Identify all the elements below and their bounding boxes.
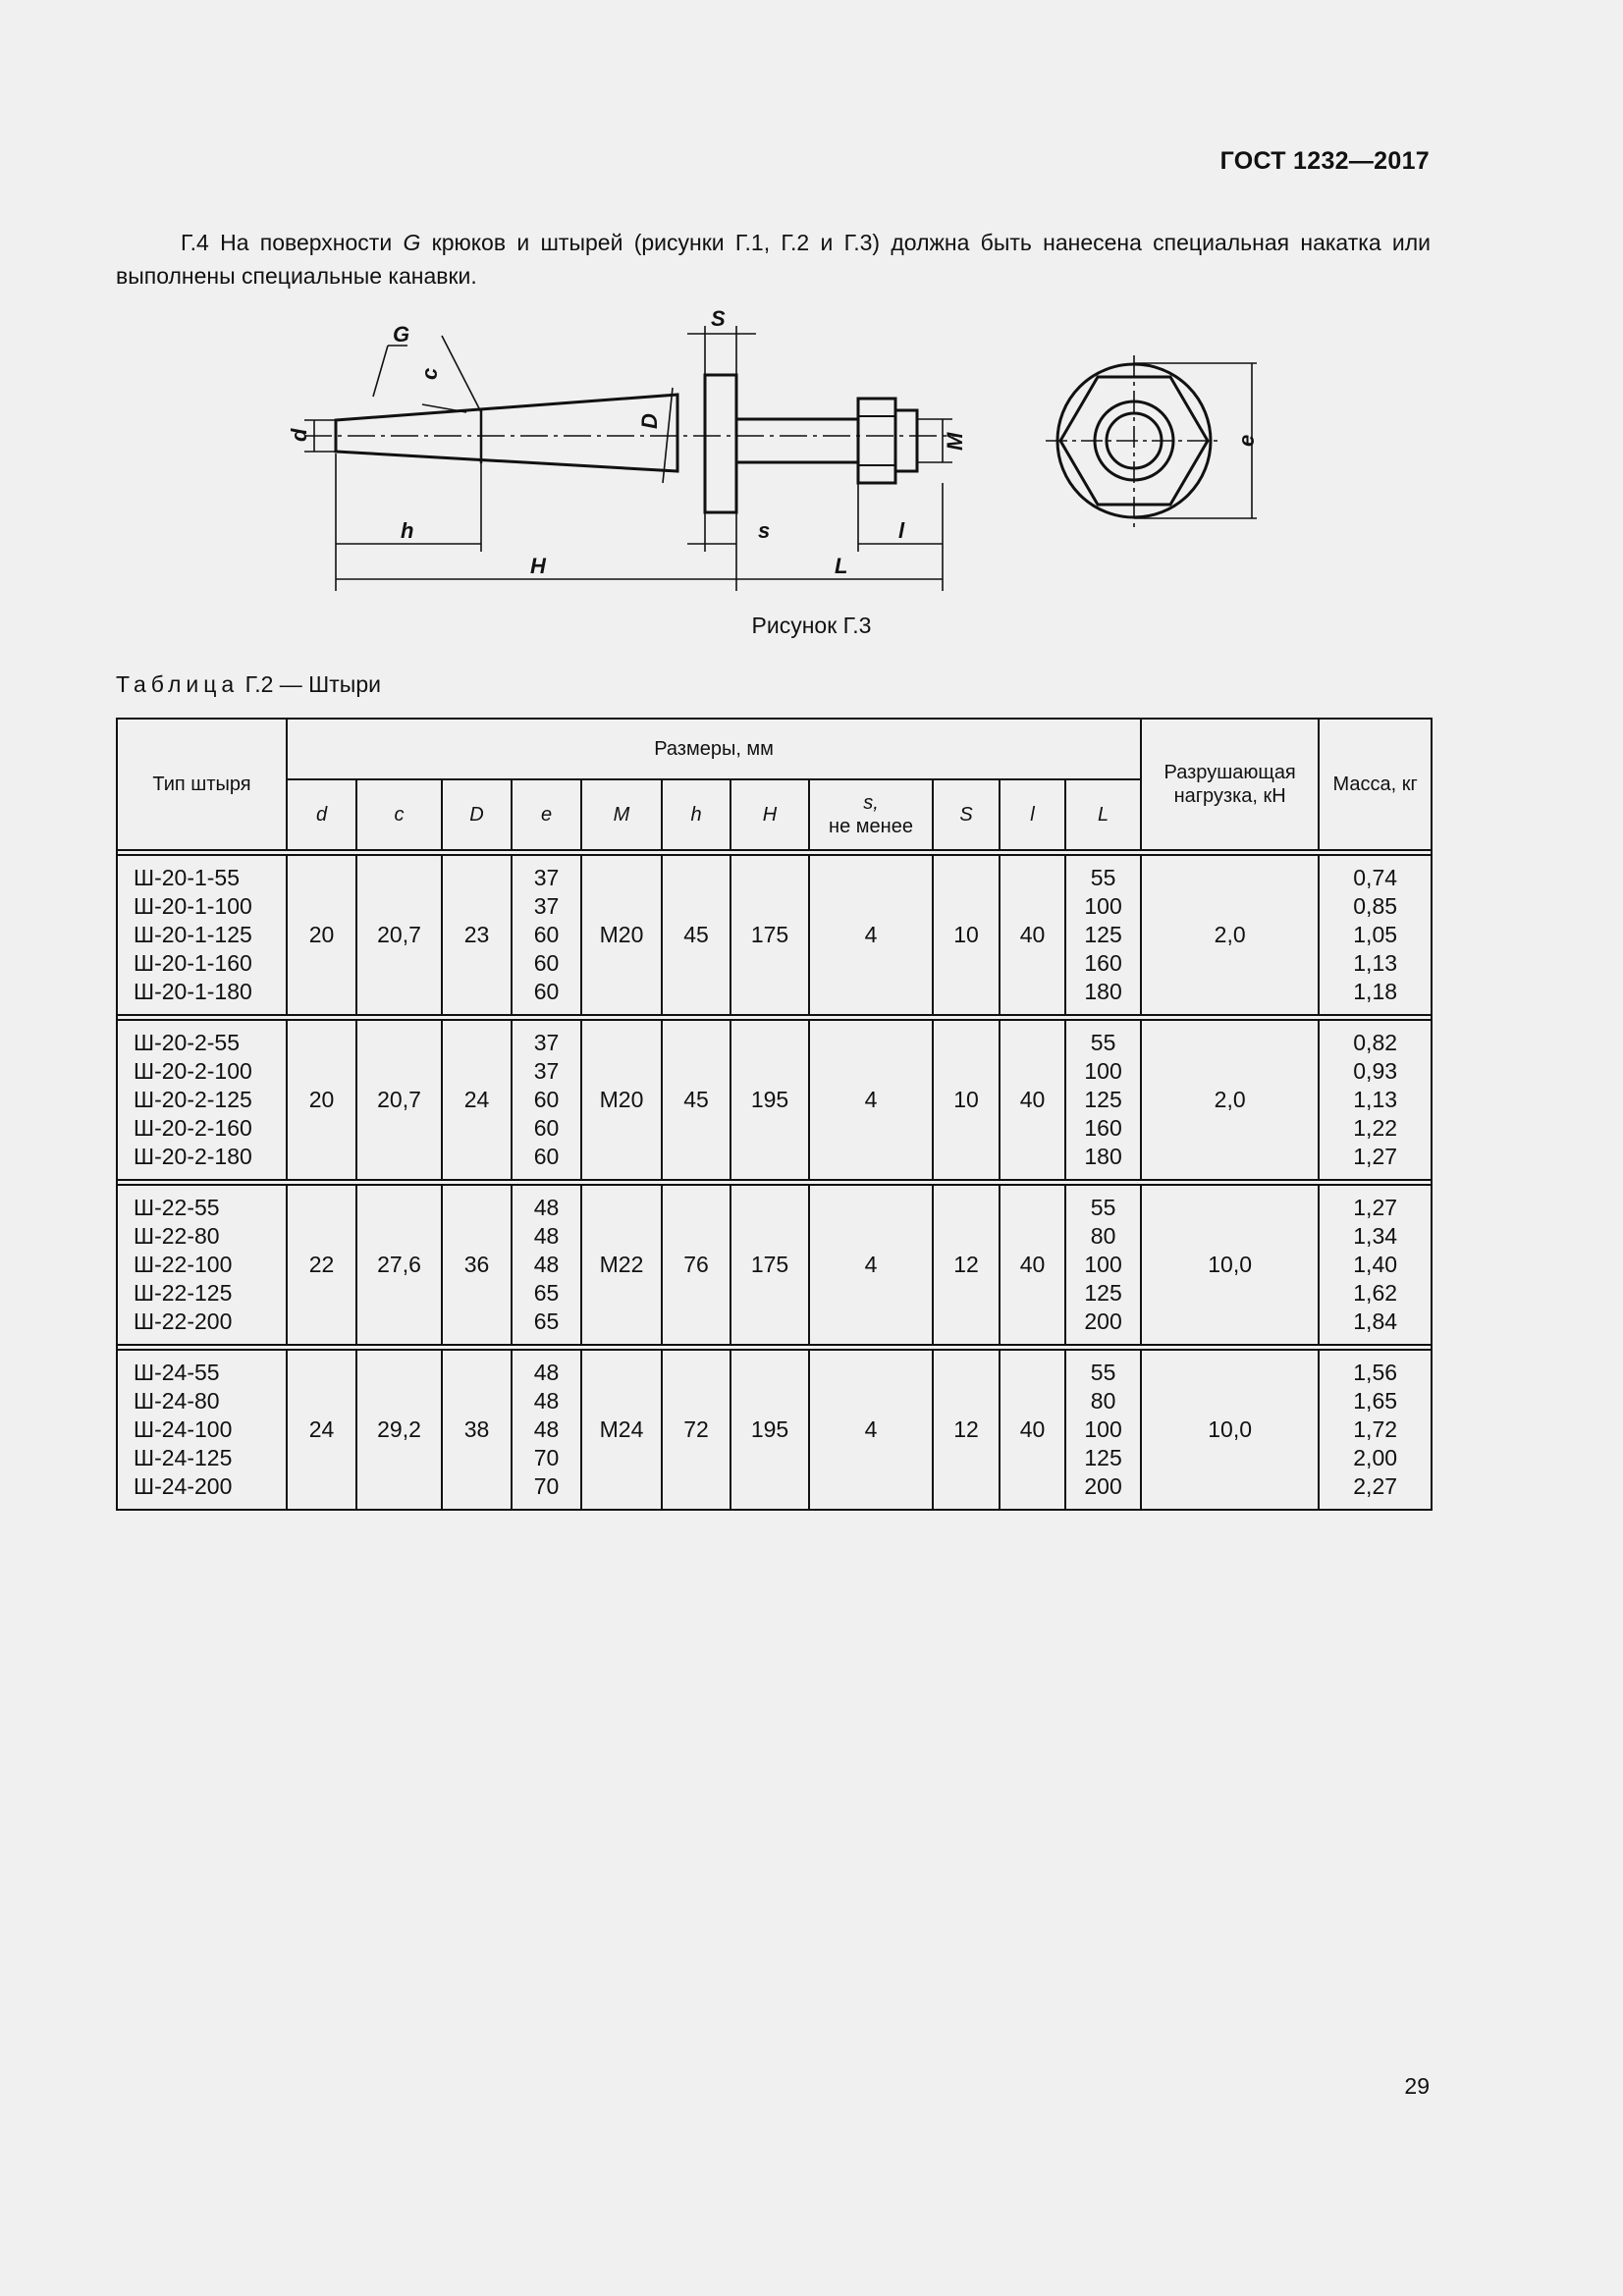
cell-H: 175 — [730, 855, 809, 1015]
cell-h: 72 — [662, 1350, 730, 1510]
col-header-1: c — [356, 779, 442, 850]
cell-d: 20 — [287, 855, 356, 1015]
cell-D: 24 — [442, 1020, 512, 1180]
cell-h: 76 — [662, 1185, 730, 1345]
col-mass-header: Масса, кг — [1319, 719, 1432, 850]
document-id: ГОСТ 1232—2017 — [1219, 147, 1430, 175]
cell-e: 48 48 48 65 65 — [512, 1185, 581, 1345]
cell-D: 23 — [442, 855, 512, 1015]
cell-h: 45 — [662, 1020, 730, 1180]
cell-s: 4 — [809, 855, 933, 1015]
cell-d: 24 — [287, 1350, 356, 1510]
label-H: H — [530, 554, 546, 578]
figure-caption: Рисунок Г.3 — [751, 613, 872, 638]
cell-c: 29,2 — [356, 1350, 442, 1510]
page-number: 29 — [1404, 2073, 1430, 2099]
table-title: Таблица Г.2 — Штыри — [116, 671, 381, 697]
cell-H: 195 — [730, 1020, 809, 1180]
col-header-10: L — [1065, 779, 1141, 850]
cell-mass: 0,74 0,85 1,05 1,13 1,18 — [1319, 855, 1432, 1015]
col-header-0: d — [287, 779, 356, 850]
pins-table — [116, 718, 1433, 1511]
col-header-4: M — [581, 779, 662, 850]
col-type-header: Тип штыря — [117, 719, 287, 850]
cell-mass: 1,56 1,65 1,72 2,00 2,27 — [1319, 1350, 1432, 1510]
cell-load: 10,0 — [1141, 1350, 1319, 1510]
cell-mass: 0,82 0,93 1,13 1,22 1,27 — [1319, 1020, 1432, 1180]
cell-M: М20 — [581, 1020, 662, 1180]
paragraph-g4: Г.4 На поверхности G крюков и штырей (рисунки Г.1, Г.2 и Г.3) должна быть нанесена специальная накатка или выполнены специальные канавки. — [116, 230, 1432, 289]
cell-L: 55 100 125 160 180 — [1065, 855, 1141, 1015]
col-sizes-header: Размеры, мм — [287, 719, 1141, 779]
label-e: e — [1234, 434, 1259, 447]
cell-L: 55 80 100 125 200 — [1065, 1350, 1141, 1510]
label-h: h — [401, 518, 414, 543]
cell-M: М24 — [581, 1350, 662, 1510]
cell-load: 10,0 — [1141, 1185, 1319, 1345]
cell-d: 22 — [287, 1185, 356, 1345]
pin-cone-body — [336, 395, 677, 471]
cell-L: 55 80 100 125 200 — [1065, 1185, 1141, 1345]
cell-c: 20,7 — [356, 1020, 442, 1180]
label-s: s — [758, 518, 771, 543]
table-row — [117, 1185, 1432, 1345]
cell-D: 38 — [442, 1350, 512, 1510]
cell-c: 27,6 — [356, 1185, 442, 1345]
cell-D: 36 — [442, 1185, 512, 1345]
cell-types: Ш-20-1-55 Ш-20-1-100 Ш-20-1-125 Ш-20-1-160 Ш-20-1-180 — [117, 855, 287, 1015]
pin-drawing — [275, 306, 1316, 601]
cell-e: 48 48 48 70 70 — [512, 1350, 581, 1510]
figure-g3-drawing — [275, 306, 1316, 601]
cell-d: 20 — [287, 1020, 356, 1180]
label-l: l — [898, 518, 905, 543]
cell-e: 37 37 60 60 60 — [512, 1020, 581, 1180]
pin-flange — [705, 375, 736, 512]
label-S: S — [711, 306, 726, 331]
cell-H: 195 — [730, 1350, 809, 1510]
pin-shaft — [736, 419, 858, 462]
cell-l: 40 — [1000, 1020, 1065, 1180]
cell-H: 175 — [730, 1185, 809, 1345]
pin-nut — [858, 399, 895, 483]
col-header-5: h — [662, 779, 730, 850]
table-row — [117, 1020, 1432, 1180]
cell-e: 37 37 60 60 60 — [512, 855, 581, 1015]
cell-s: 4 — [809, 1185, 933, 1345]
cell-S: 12 — [933, 1350, 1000, 1510]
col-header-9: l — [1000, 779, 1065, 850]
table-row — [117, 1350, 1432, 1510]
cell-types: Ш-20-2-55 Ш-20-2-100 Ш-20-2-125 Ш-20-2-160 Ш-20-2-180 — [117, 1020, 287, 1180]
cell-mass: 1,27 1,34 1,40 1,62 1,84 — [1319, 1185, 1432, 1345]
cell-s: 4 — [809, 1020, 933, 1180]
label-M: M — [943, 432, 967, 451]
cell-M: М22 — [581, 1185, 662, 1345]
cell-types: Ш-24-55 Ш-24-80 Ш-24-100 Ш-24-125 Ш-24-200 — [117, 1350, 287, 1510]
cell-load: 2,0 — [1141, 1020, 1319, 1180]
col-load-header: Разрушающая нагрузка, кН — [1141, 719, 1319, 850]
cell-S: 10 — [933, 1020, 1000, 1180]
cell-l: 40 — [1000, 1185, 1065, 1345]
cell-s: 4 — [809, 1350, 933, 1510]
cell-c: 20,7 — [356, 855, 442, 1015]
label-G: G — [393, 322, 410, 347]
col-header-7: s, не менее — [809, 779, 933, 850]
col-header-3: e — [512, 779, 581, 850]
label-L: L — [835, 554, 848, 578]
cell-load: 2,0 — [1141, 855, 1319, 1015]
col-header-6: H — [730, 779, 809, 850]
cell-l: 40 — [1000, 1350, 1065, 1510]
label-c: c — [417, 367, 442, 380]
label-D: D — [637, 413, 662, 429]
cell-L: 55 100 125 160 180 — [1065, 1020, 1141, 1180]
cell-h: 45 — [662, 855, 730, 1015]
col-header-8: S — [933, 779, 1000, 850]
col-header-2: D — [442, 779, 512, 850]
cell-S: 10 — [933, 855, 1000, 1015]
cell-types: Ш-22-55 Ш-22-80 Ш-22-100 Ш-22-125 Ш-22-200 — [117, 1185, 287, 1345]
table-row — [117, 855, 1432, 1015]
cell-M: М20 — [581, 855, 662, 1015]
label-d: d — [287, 428, 311, 442]
cell-l: 40 — [1000, 855, 1065, 1015]
cell-S: 12 — [933, 1185, 1000, 1345]
